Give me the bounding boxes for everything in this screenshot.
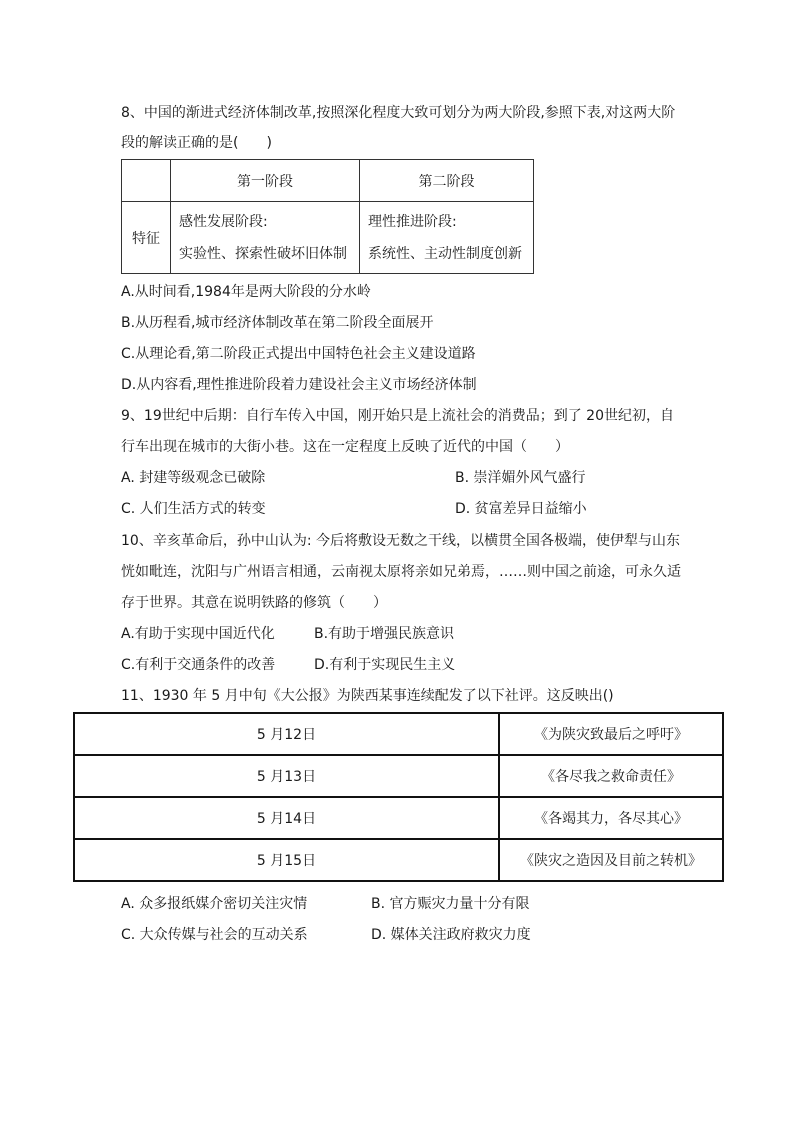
q9-option-d: D. 贫富差异日益缩小 [455, 501, 587, 517]
q8-stage2-line1: 理性推进阶段: [368, 213, 457, 230]
q11-option-c: C. 大众传媒与社会的互动关系 [121, 927, 308, 943]
q10-option-a: A.有助于实现中国近代化 [121, 626, 275, 642]
q8-option-b: B.从历程看,城市经济体制改革在第二阶段全面展开 [121, 315, 434, 331]
q9-option-b: B. 崇洋媚外风气盛行 [455, 470, 586, 486]
q11-option-d: D. 媒体关注政府救灾力度 [371, 927, 531, 943]
q10-stem-line2: 恍如毗连，沈阳与广州语言相通，云南视太原将亲如兄弟焉，……则中国之前途，可永久适 [121, 564, 681, 580]
q8-table-stage2-cell [360, 202, 534, 274]
q8-stage2-line2: 系统性、主动性制度创新 [368, 245, 522, 262]
q8-stage1-line1: 感性发展阶段: [179, 213, 268, 230]
q8-stage1-line2: 实验性、探索性破坏旧体制 [179, 245, 347, 262]
q11-row2-title: 《各尽我之救命责任》 [499, 755, 723, 797]
q8-option-c: C.从理论看,第二阶段正式提出中国特色社会主义建设道路 [121, 346, 476, 362]
q9-option-c: C. 人们生活方式的转变 [121, 501, 266, 517]
q10-option-b: B.有助于增强民族意识 [314, 626, 455, 642]
q11-stem: 11、1930 年 5 月中旬《大公报》为陕西某事连续配发了以下社评。这反映出() [121, 688, 614, 704]
q8-table-header-stage1: 第一阶段 [171, 160, 360, 202]
q9-option-a: A. 封建等级观念已破除 [121, 470, 266, 486]
q8-table-stage1-cell [171, 202, 360, 274]
table-row [74, 839, 723, 881]
q9-stem-line2: 行车出现在城市的大街小巷。这在一定程度上反映了近代的中国（ ） [121, 439, 569, 455]
q10-option-c: C.有利于交通条件的改善 [121, 657, 276, 673]
q11-row4-date: 5 月15日 [74, 839, 499, 881]
q11-option-b: B. 官方赈灾力量十分有限 [371, 896, 530, 912]
q8-table-row-label: 特征 [122, 202, 171, 274]
q11-row2-date: 5 月13日 [74, 755, 499, 797]
q11-editorial-table [73, 712, 724, 882]
q11-option-a: A. 众多报纸媒介密切关注灾情 [121, 896, 308, 912]
q11-row1-date: 5 月12日 [74, 713, 499, 755]
q11-row3-title: 《各竭其力，各尽其心》 [499, 797, 723, 839]
q11-row1-title: 《为陕灾致最后之呼吁》 [499, 713, 723, 755]
table-row [74, 713, 723, 755]
q10-stem-line3: 存于世界。其意在说明铁路的修筑（ ） [121, 595, 387, 611]
q8-stem-line1: 8、中国的渐进式经济体制改革,按照深化程度大致可划分为两大阶段,参照下表,对这两大阶 [121, 105, 676, 121]
q8-table-corner [122, 160, 171, 202]
q8-stage-table [121, 159, 534, 274]
q9-stem-line1: 9、19世纪中后期：自行车传入中国，刚开始只是上流社会的消费品；到了 20世纪初，自 [121, 408, 674, 424]
table-row [74, 797, 723, 839]
q8-option-a: A.从时间看,1984年是两大阶段的分水岭 [121, 284, 371, 300]
q8-option-d: D.从内容看,理性推进阶段着力建设社会主义市场经济体制 [121, 377, 477, 393]
q8-table-header-stage2: 第二阶段 [360, 160, 534, 202]
q10-option-d: D.有利于实现民生主义 [314, 657, 456, 673]
q8-stem-line2: 段的解读正确的是( ) [121, 135, 272, 151]
q11-row3-date: 5 月14日 [74, 797, 499, 839]
q10-stem-line1: 10、辛亥革命后，孙中山认为: 今后将敷设无数之干线，以横贯全国各极端，使伊犁与山东 [121, 533, 680, 549]
table-row [74, 755, 723, 797]
q11-row4-title: 《陕灾之造因及目前之转机》 [499, 839, 723, 881]
